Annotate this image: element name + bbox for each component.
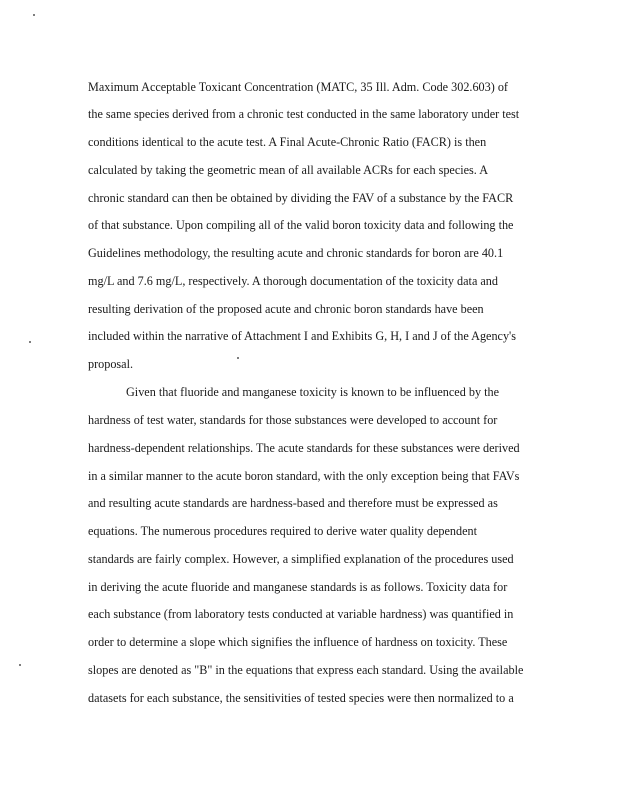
paragraph-2-line: equations. The numerous procedures required to derive water quality dependent [88,524,477,538]
paragraph-2-line: in a similar manner to the acute boron standard, with the only exception being that FAVs [88,469,520,483]
scan-speck [19,664,21,666]
paragraph-1-line: resulting derivation of the proposed acute and chronic boron standards have been [88,302,484,316]
paragraph-1-line: conditions identical to the acute test. A Final Acute-Chronic Ratio (FACR) is then [88,135,487,149]
paragraph-1-line: mg/L and 7.6 mg/L, respectively. A thorough documentation of the toxicity data and [88,274,498,288]
paragraph-2-line: each substance (from laboratory tests conducted at variable hardness) was quantified in [88,607,514,621]
paragraph-2-line: in deriving the acute fluoride and manganese standards is as follows. Toxicity data for [88,580,508,594]
paragraph-2-line: and resulting acute standards are hardness-based and therefore must be expressed as [88,496,498,510]
paragraph-2-line: slopes are denoted as "B" in the equations that express each standard. Using the available [88,663,524,677]
paragraph-1-line: Maximum Acceptable Toxicant Concentration (MATC, 35 Ill. Adm. Code 302.603) of [88,80,508,94]
paragraph-2-line: datasets for each substance, the sensitivities of tested species were then normalized to a [88,691,514,705]
paragraph-1-line: chronic standard can then be obtained by dividing the FAV of a substance by the FACR [88,191,514,205]
paragraph-2-line: hardness-dependent relationships. The acute standards for these substances were derived [88,441,520,455]
paragraph-2-first-line: Given that fluoride and manganese toxicity is known to be influenced by the [126,385,499,399]
paragraph-1-line: of that substance. Upon compiling all of the valid boron toxicity data and following the [88,218,514,232]
paragraph-2-line: order to determine a slope which signifies the influence of hardness on toxicity. These [88,635,508,649]
paragraph-1-line: included within the narrative of Attachment I and Exhibits G, H, I and J of the Agency's [88,329,516,343]
paragraph-1-line: the same species derived from a chronic test conducted in the same laboratory under test [88,107,520,121]
scan-speck [33,14,35,16]
paragraph-1-line: calculated by taking the geometric mean of all available ACRs for each species. A [88,163,489,177]
paragraph-2-line: hardness of test water, standards for those substances were developed to account for [88,413,498,427]
scan-speck [29,341,31,343]
paragraph-2-line: standards are fairly complex. However, a simplified explanation of the procedures used [88,552,514,566]
paragraph-1-line: proposal. [88,357,134,371]
paragraph-1-line: Guidelines methodology, the resulting acute and chronic standards for boron are 40.1 [88,246,504,260]
